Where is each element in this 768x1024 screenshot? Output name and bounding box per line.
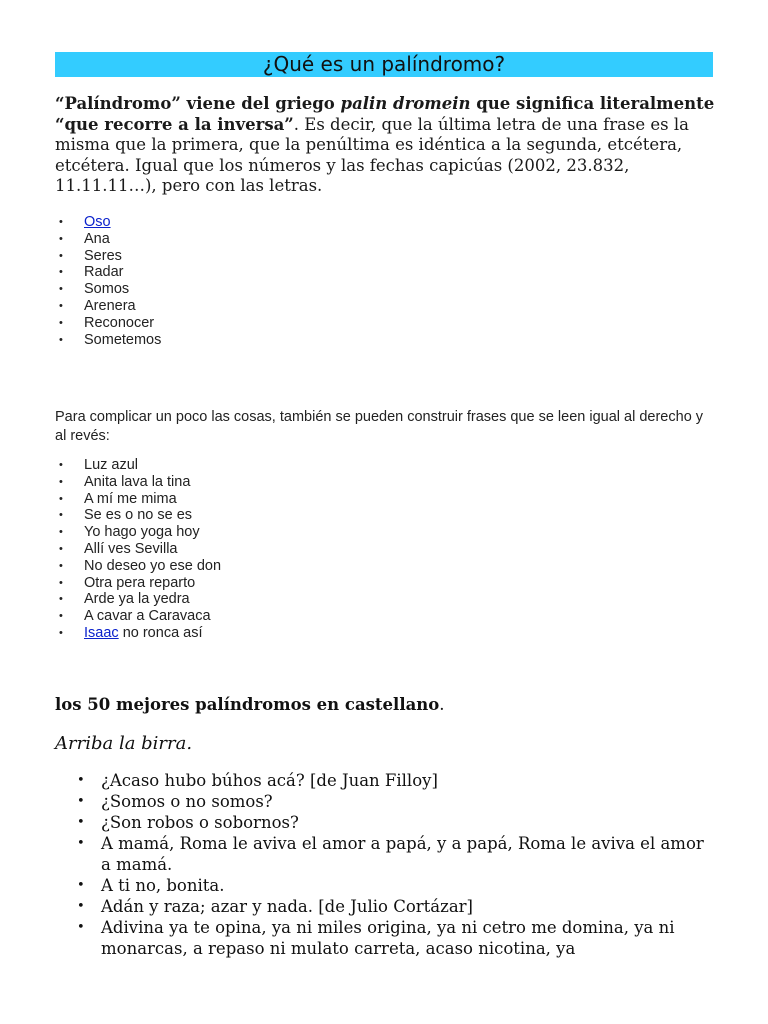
list-item: [55, 625, 221, 642]
page-title: ¿Qué es un palíndromo?: [55, 52, 713, 77]
word-palindrome-list: [55, 214, 161, 348]
list-item: • No deseo yo ese don: [55, 558, 221, 575]
intro-body: . Es decir, que la última letra de una frase es la misma que la primera, que la penúltima es idéntica a la segunda, etcétera, etcétera. Igual que los números y las fechas capicúas (2002, 23.832, 11.11.11…), pero con las letras.: [55, 114, 689, 196]
list-item: • Se es o no se es: [55, 507, 221, 524]
list-item: • A cavar a Caravaca: [55, 608, 221, 625]
intro-greek-term: palin dromein: [340, 94, 471, 113]
word-link-oso[interactable]: Oso: [84, 214, 111, 230]
list-item: • Luz azul: [55, 457, 221, 474]
list-item: • A mí me mima: [55, 491, 221, 508]
list-item: • Arenera: [55, 298, 161, 315]
list-item: • Yo hago yoga hoy: [55, 524, 221, 541]
best-palindrome-list: [55, 770, 715, 959]
list-item: • ¿Son robos o sobornos?: [55, 812, 715, 833]
list-item: • Adivina ya te opina, ya ni miles origina, ya ni cetro me domina, ya ni monarcas, a repaso ni mulato carreta, acaso nicotina, ya: [55, 917, 715, 959]
list-item: • Otra pera reparto: [55, 575, 221, 592]
featured-palindrome: Arriba la birra.: [55, 733, 193, 754]
list-item: • A ti no, bonita.: [55, 875, 715, 896]
section-heading-period: .: [439, 695, 445, 714]
isaac-link[interactable]: Isaac: [84, 624, 119, 641]
list-item: • Reconocer: [55, 315, 161, 332]
intro-bold-lead: “Palíndromo” viene del griego: [55, 94, 341, 113]
list-item: • ¿Acaso hubo búhos acá? [de Juan Filloy]: [55, 770, 715, 791]
list-item: • Adán y raza; azar y nada. [de Julio Cortázar]: [55, 896, 715, 917]
section-heading-best-50: [55, 695, 445, 715]
phrase-palindrome-list: [55, 457, 221, 642]
list-item-text: no ronca así: [118, 624, 203, 641]
list-item: • A mamá, Roma le aviva el amor a papá, y a papá, Roma le aviva el amor a mamá.: [55, 833, 715, 875]
intro-bold-meaning: que significa literalmente “que recorre a la inversa”: [55, 94, 715, 134]
list-item: • Somos: [55, 281, 161, 298]
list-item: • Seres: [55, 248, 161, 265]
intro-paragraph: [55, 94, 715, 197]
phrases-intro-paragraph: Para complicar un poco las cosas, también se pueden construir frases que se leen igual al derecho y al revés:: [55, 409, 704, 444]
list-item: • Allí ves Sevilla: [55, 541, 221, 558]
list-item: • Arde ya la yedra: [55, 591, 221, 608]
section-heading-text: los 50 mejores palíndromos en castellano: [55, 695, 440, 714]
list-item: • Anita lava la tina: [55, 474, 221, 491]
list-item[interactable]: [55, 214, 161, 231]
list-item: • Radar: [55, 264, 161, 281]
list-item: • Sometemos: [55, 332, 161, 349]
list-item: • Ana: [55, 231, 161, 248]
list-item: • ¿Somos o no somos?: [55, 791, 715, 812]
